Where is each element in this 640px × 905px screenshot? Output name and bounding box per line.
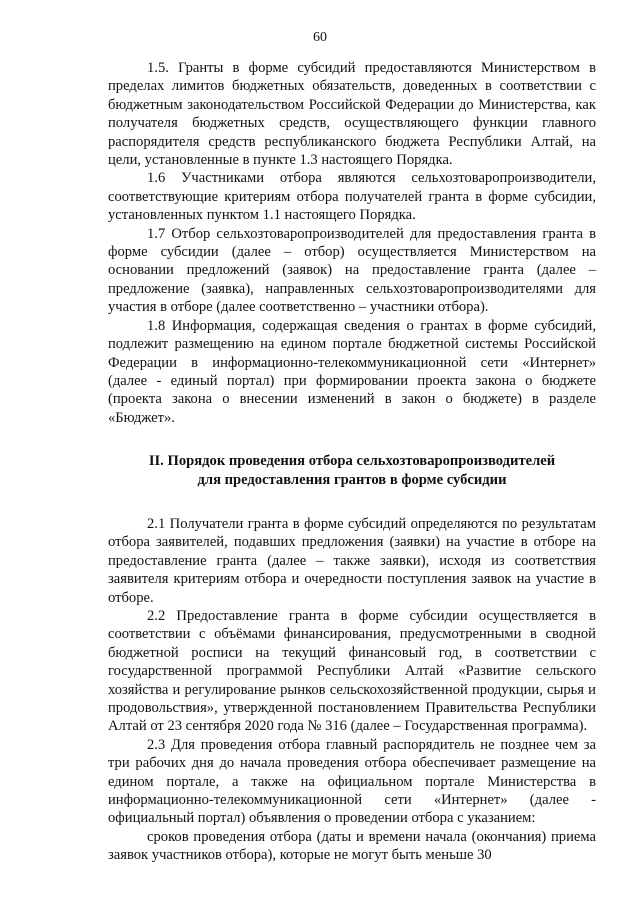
paragraph-1-5: 1.5. Гранты в форме субсидий предоставляются Министерством в пределах лимитов бюджетных обязательств, доведенных в соответствии с бюджетным законодательством Российской Федерации до Министерства, как получателя бюджетных средств, осуществляющего функции главного распорядителя средств республиканского бюджета Республики Алтай, на цели, установленные в пункте 1.3 настоящего Порядка. [108, 60, 596, 169]
paragraph-1-6: 1.6 Участниками отбора являются сельхозтоваропроизводители, соответствующие критериям отбора получателей гранта в форме субсидии, установленных пунктом 1.1 настоящего Порядка. [108, 170, 596, 224]
section-heading [108, 452, 596, 489]
section-heading-line-1: II. Порядок проведения отбора сельхозтоваропроизводителей [148, 453, 556, 470]
document-body [108, 59, 596, 865]
page-number: 60 [313, 30, 327, 45]
paragraph-2-3-item: сроков проведения отбора (даты и времени начала (окончания) приема заявок участников отбора), которые не могут быть меньше 30 [108, 828, 596, 864]
section-heading-line-2: для предоставления грантов в форме субсидии [197, 471, 507, 488]
paragraph-1-8: 1.8 Информация, содержащая сведения о грантах в форме субсидий, подлежит размещению на едином портале бюджетной системы Российской Федерации в информационно-телекоммуникационной сети «Интернет» (далее - единый портал) при формировании проекта закона о бюджете (проекта закона о внесении изменений в закон о бюджете) в разделе «Бюджет». [108, 317, 596, 426]
paragraph-2-1: 2.1 Получатели гранта в форме субсидий определяются по результатам отбора заявителей, подавших предложения (заявки) на участие в отборе на предоставление гранта (далее – также заявки), исходя из соответствия заявителя критериям отбора и очередности поступления заявок на участие в отборе. [108, 515, 596, 606]
paragraph-2-3: 2.3 Для проведения отбора главный распорядитель не позднее чем за три рабочих дня до начала проведения отбора обеспечивает размещение на едином портале, а также на официальном портале Министерства в информационно-телекоммуникационной сети «Интернет» (далее - официальный портал) объявления о проведении отбора с указанием: [108, 736, 596, 827]
paragraph-2-2: 2.2 Предоставление гранта в форме субсидии осуществляется в соответствии с объёмами финансирования, предусмотренными в сводной бюджетной росписи на текущий финансовый год, в соответствии с государственной программой Республики Алтай «Развитие сельского хозяйства и регулирование рынков сельскохозяйственной продукции, сырья и продовольствия», утвержденной постановлением Правительства Республики Алтай от 23 сентября 2020 года № 316 (далее – Государственная программа). [108, 607, 596, 735]
paragraph-1-7: 1.7 Отбор сельхозтоваропроизводителей для предоставления гранта в форме субсидии (далее – отбор) осуществляется Министерством на основании предложений (заявок) на предоставление гранта (далее – предложение (заявка), направленных сельхозтоваропроизводителями для участия в отборе (далее соответственно – участники отбора). [108, 225, 596, 316]
